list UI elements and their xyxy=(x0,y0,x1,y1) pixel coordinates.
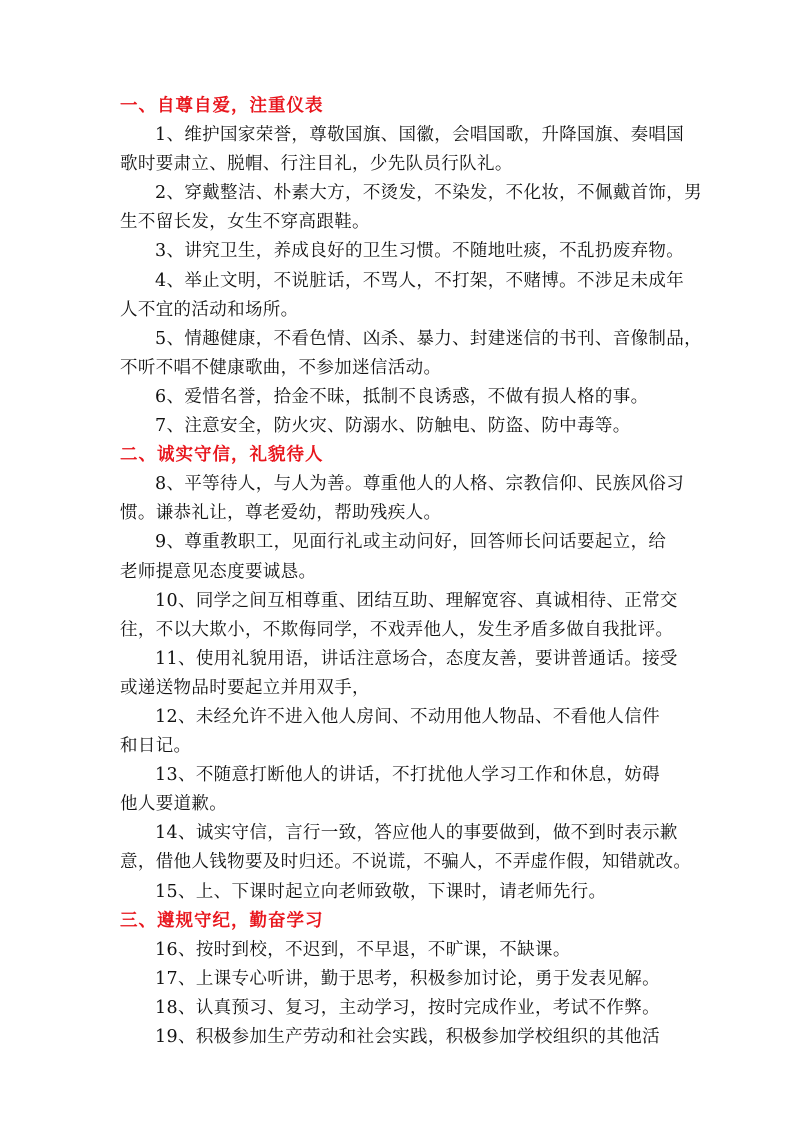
rule-4-line-2: 人不宜的活动和场所。 xyxy=(120,299,299,320)
section-heading-1: 一、自尊自爱，注重仪表 xyxy=(120,96,324,116)
rule-13-line-1: 13、不随意打断他人的讲话，不打扰他人学习工作和休息，妨碍 xyxy=(155,765,660,786)
rule-7-line-1: 7、注意安全，防火灾、防溺水、防触电、防盗、防中毒等。 xyxy=(155,416,631,437)
rule-19-line-1: 19、积极参加生产劳动和社会实践，积极参加学校组织的其他活 xyxy=(155,1027,660,1047)
rule-1-line-2: 歌时要肃立、脱帽、行注目礼，少先队员行队礼。 xyxy=(120,154,513,175)
rule-4-line-1: 4、举止文明，不说脏话，不骂人，不打架，不赌博。不涉足未成年 xyxy=(155,270,685,291)
rule-13-line-2: 他人要道歉。 xyxy=(120,794,228,815)
rule-9-line-2: 老师提意见态度要诚恳。 xyxy=(120,561,317,582)
rule-12-line-2: 和日记。 xyxy=(120,736,192,757)
rule-8-line-2: 惯。谦恭礼让，尊老爱幼，帮助残疾人。 xyxy=(120,503,442,524)
section-heading-3: 三、遵规守纪，勤奋学习 xyxy=(120,910,324,931)
rule-9-line-1: 9、尊重教职工，见面行礼或主动问好，回答师长问话要起立，给 xyxy=(155,532,667,553)
rule-17-line-1: 17、上课专心听讲，勤于思考，积极参加讨论，勇于发表见解。 xyxy=(155,968,660,989)
document-page xyxy=(120,92,702,1052)
rule-11-line-2: 或递送物品时要起立并用双手， xyxy=(120,677,370,698)
rule-5-line-2: 不听不唱不健康歌曲，不参加迷信活动。 xyxy=(120,357,442,378)
rule-14-line-2: 意，借他人钱物要及时归还。不说谎，不骗人，不弄虚作假，知错就改。 xyxy=(120,852,692,873)
rule-2-line-1: 2、穿戴整洁、朴素大方，不烫发，不染发，不化妆，不佩戴首饰，男 xyxy=(155,183,702,204)
rule-5-line-1: 5、情趣健康，不看色情、凶杀、暴力、封建迷信的书刊、音像制品， xyxy=(155,328,702,349)
rule-11-line-1: 11、使用礼貌用语，讲话注意场合，态度友善，要讲普通话。接受 xyxy=(155,648,678,669)
rule-18-line-1: 18、认真预习、复习，主动学习，按时完成作业，考试不作弊。 xyxy=(155,997,660,1018)
rule-16-line-1: 16、按时到校，不迟到，不早退，不旷课，不缺课。 xyxy=(155,939,571,960)
rule-10-line-2: 往，不以大欺小，不欺侮同学，不戏弄他人，发生矛盾多做自我批评。 xyxy=(120,619,674,640)
rule-14-line-1: 14、诚实守信，言行一致，答应他人的事要做到，做不到时表示歉 xyxy=(155,823,678,844)
rule-8-line-1: 8、平等待人，与人为善。尊重他人的人格、宗教信仰、民族风俗习 xyxy=(155,474,685,495)
rule-6-line-1: 6、爱惜名誉，拾金不昧，抵制不良诱惑，不做有损人格的事。 xyxy=(155,386,649,407)
rule-2-line-2: 生不留长发，女生不穿高跟鞋。 xyxy=(120,212,370,233)
rule-1-line-1: 1、维护国家荣誉，尊敬国旗、国徽，会唱国歌，升降国旗、奏唱国 xyxy=(155,125,685,146)
rule-3-line-1: 3、讲究卫生，养成良好的卫生习惯。不随地吐痰，不乱扔废弃物。 xyxy=(155,241,685,262)
rule-12-line-1: 12、未经允许不进入他人房间、不动用他人物品、不看他人信件 xyxy=(155,706,660,727)
rule-15-line-1: 15、上、下课时起立向老师致敬，下课时，请老师先行。 xyxy=(155,881,607,902)
rule-10-line-1: 10、同学之间互相尊重、团结互助、理解宽容、真诚相待、正常交 xyxy=(155,590,678,611)
section-heading-2: 二、诚实守信，礼貌待人 xyxy=(120,445,324,466)
